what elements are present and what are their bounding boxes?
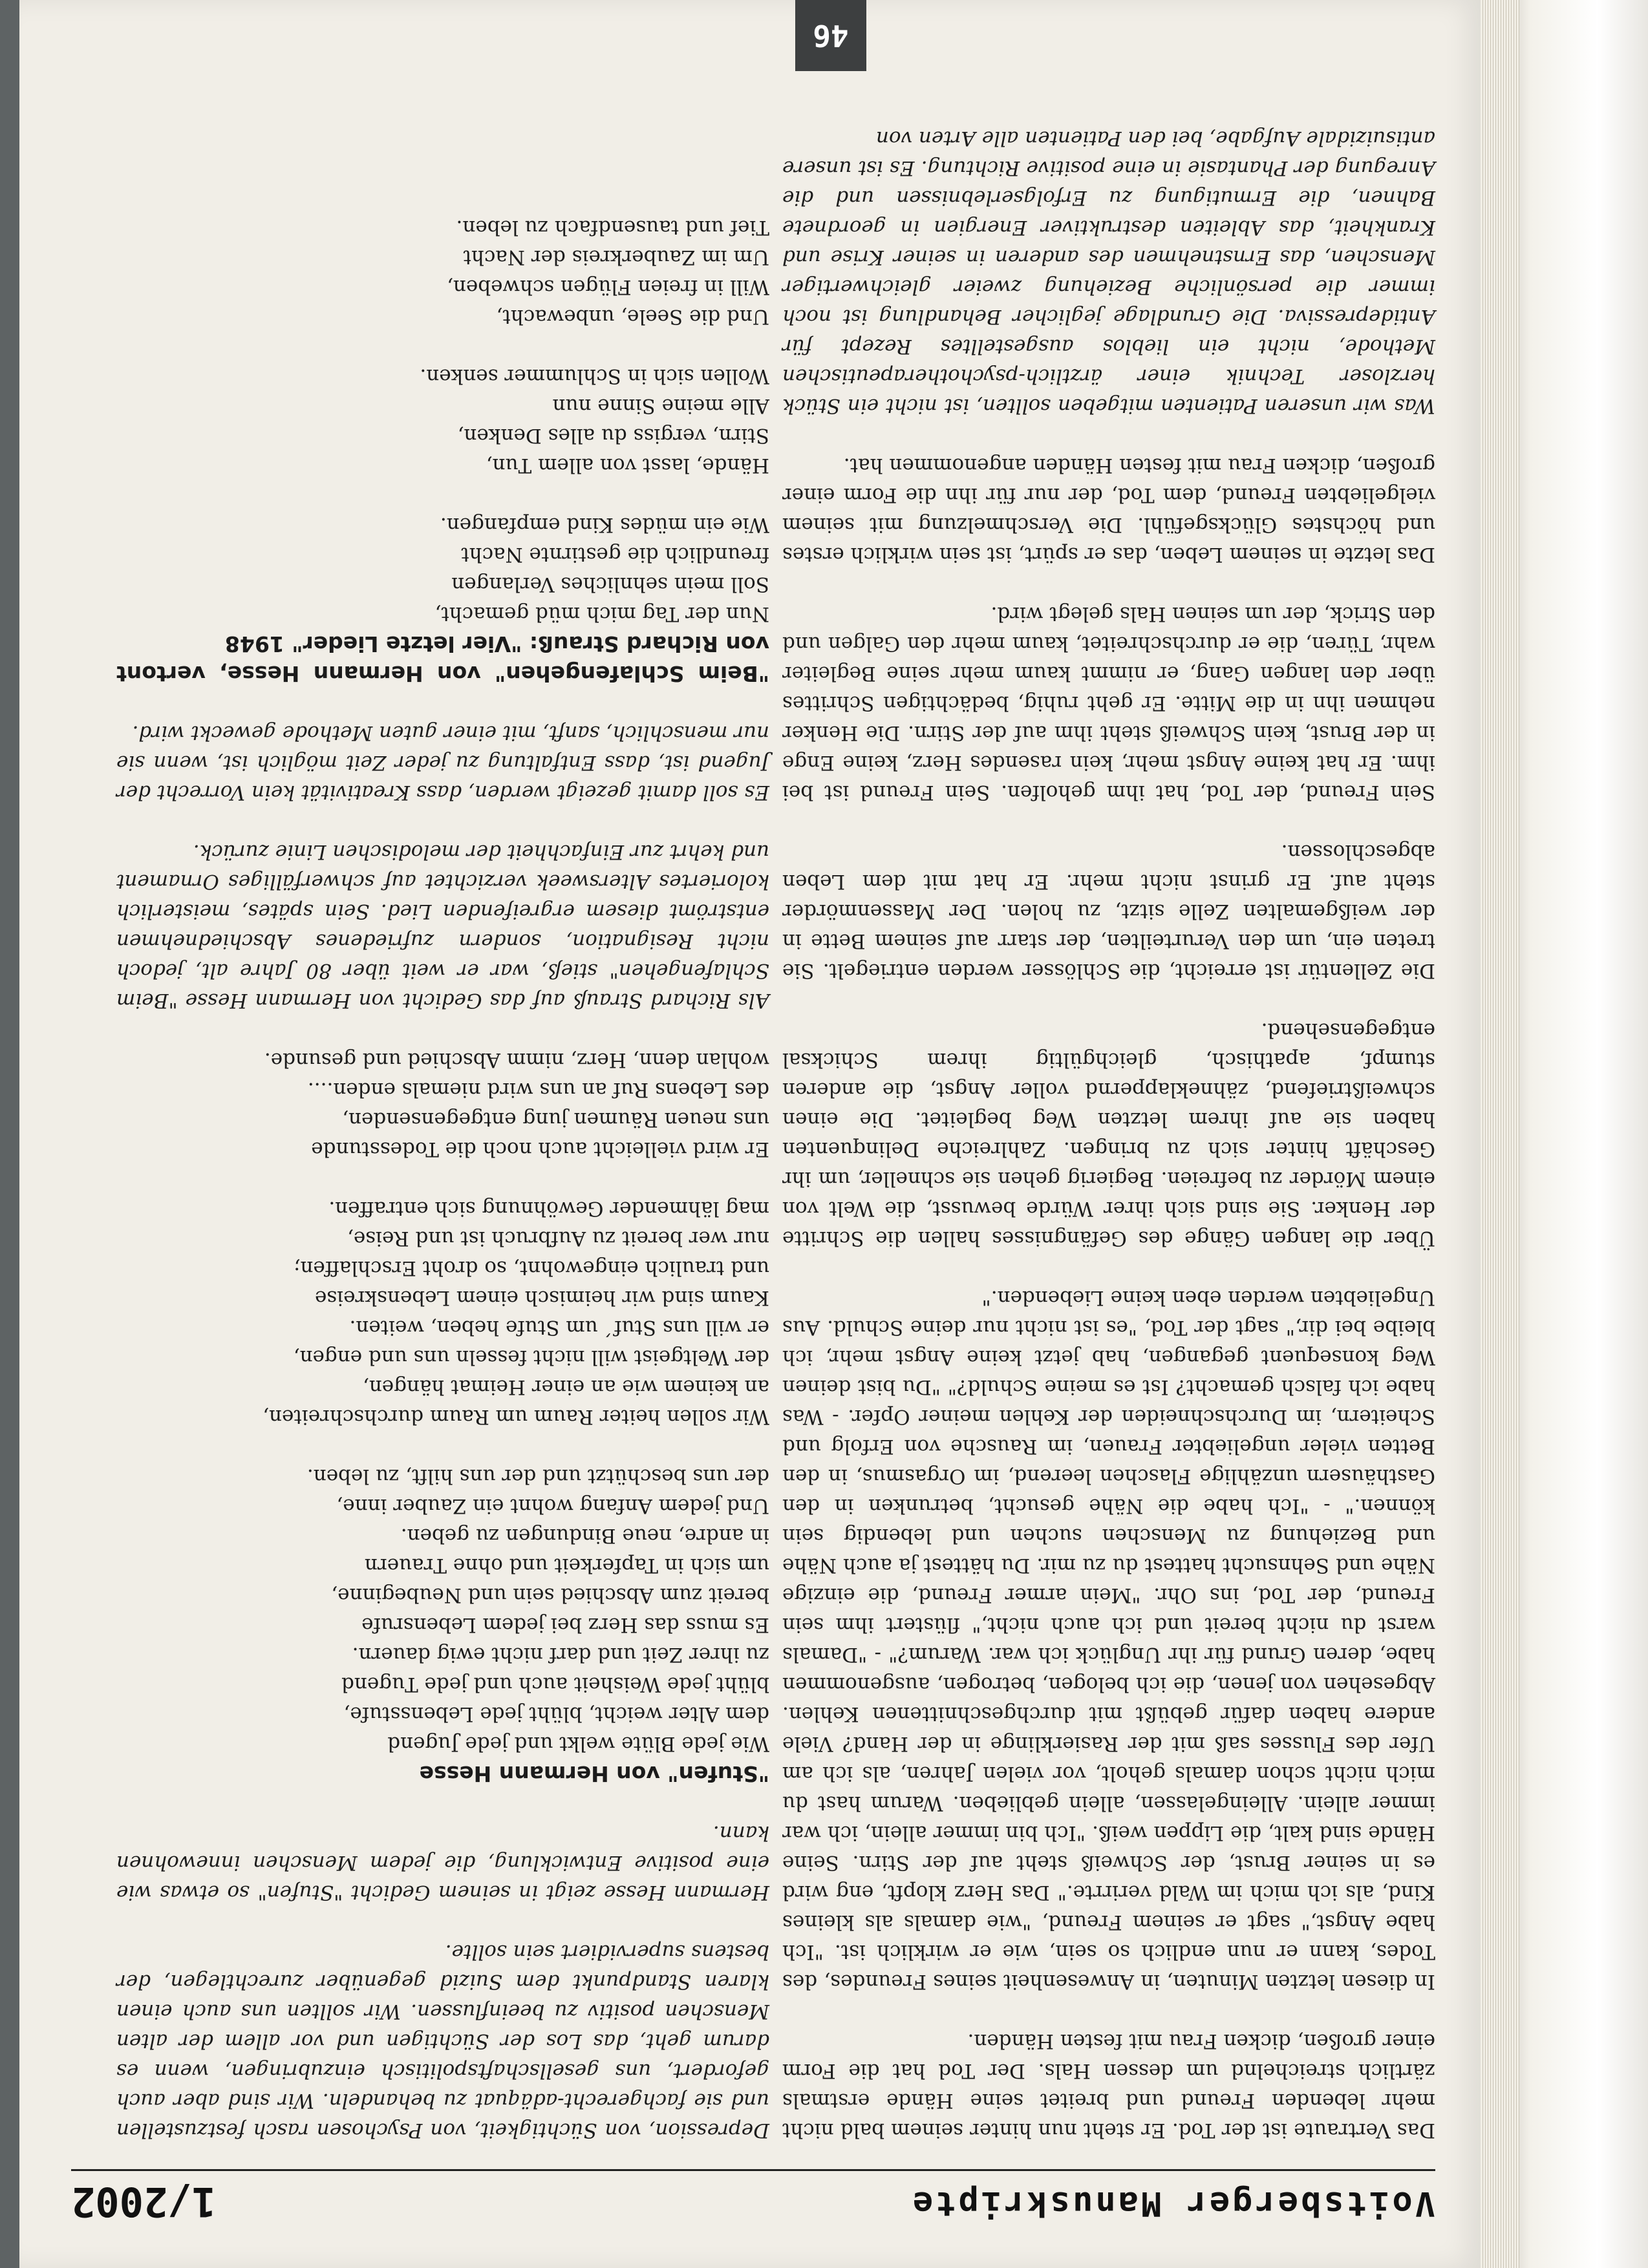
paragraph: Hermann Hesse zeigt in seinem Gedicht "Stufen" so etwas wie eine positive Entwicklung, die jedem Menschen innewohnen kann. — [116, 1821, 769, 1904]
paragraph: Was wir unseren Patienten mitgeben sollten, ist nicht ein Stück herzloser Technik einer ärztlich-psychotherapeutischen Methode, nicht ein lieblos ausgestelltes Rezept für Antidepressiva. Die Grundlage jeglicher Behandlung ist noch immer die persönliche Beziehung zweier gleichwertiger Menschen, das Ernstnehmen des anderen in seiner Krise und Krankheit, das Ableiten destruktiver Energien in geordnete Bahnen, die Ermutigung zu Erfolgserlebnissen und die Anregung der Phantasie in eine positive Richtung. Es ist unsere antisuizidale Aufgabe, bei den Patienten alle Arten von — [782, 127, 1435, 418]
poem-stanza: Wie jede Blüte welkt und jede Jugend dem Alter weicht, blüht jede Lebensstufe, blüht jede Weisheit auch und jede Tugend zu ihrer Zeit und darf nicht ewig dauern. Es muss das Herz bei jedem Lebensrufe bereit zum Abschied sein und Neubeginne, um sich in Tapferkeit und ohne Trauern in andre, neue Bindungen zu geben. Und jedem Anfang wohnt ein Zauber inne, der uns beschützt und der uns hilft, zu leben. — [306, 1465, 769, 1755]
page-edges — [1481, 0, 1519, 2268]
page-header — [71, 2169, 1435, 2229]
upside-down-content — [19, 0, 1487, 2268]
poem-stanza: Er wird vielleicht auch noch die Todesstunde uns neuen Räumen jung entgegensenden, des Lebens Ruf an uns wird niemals enden.... wohlan denn, Herz, nimm Abschied und gesunde. — [264, 1048, 769, 1161]
left-column — [782, 94, 1435, 2145]
right-column — [116, 183, 769, 2145]
paragraph: Die Zellentür ist erreicht, die Schlösser werden entriegelt. Sie treten ein, um den Verurteilten, der starr auf seinem Bette in der weißgemalten Zelle sitzt, zu holen. Der Massenmörder steht auf. Er grinst nicht mehr. Er hat mit dem Leben abgeschlossen. — [782, 840, 1435, 982]
paragraph: Das Vertraute ist der Tod. Er steht nun hinter seinem bald nicht mehr lebenden Freund und breitet seine Hände erstmals zärtlich streichelnd um dessen Hals. Der Tod hat die Form einer großen, dicken Frau mit festen Händen. — [782, 2030, 1435, 2142]
paragraph: Das letzte in seinem Leben, das er spürt, ist sein wirklich erstes und höchstes Glücksgefühl. Die Verschmelzung mit seinem vielgeliebten Freund, dem Tod, der nur für ihn die Form einer großen, dicken Frau mit festen Händen angenommen hat. — [782, 454, 1435, 566]
paragraph: In diesen letzten Minuten, in Anwesenheit seines Freundes, des Todes, kann er nun endlich so sein, wie er wirklich ist. "Ich habe Angst," sagt er seinem Freund, "wie damals als kleines Kind, als ich mich im Wald verirrte." Das Herz klopft, eng wird es in seiner Brust, der Schweiß steht auf der Stirn. Seine Hände sind kalt, die Lippen weiß. "Ich bin immer allein, ich war immer allein. Alleingelassen, allein geblieben. Warum hast du mich nicht schon damals geholt, vor vielen Jahren, als ich am Ufer des Flusses saß mit der Rasierklinge in der Hand? Viele andere haben dafür gebüßt mit durchgeschnittenen Kehlen. Abgesehen von jenen, die ich belogen, betrogen, ausgenommen habe, deren Grund für ihr Unglück ich war. Warum?" - "Damals warst du nicht bereit und ich auch nicht," flüstert ihm sein Freund, der Tod, ins Ohr. "Mein armer Freund, die einzige Nähe und Sehnsucht hattest du zu mir. Du hättest ja auch Nähe und Beziehung zu Menschen suchen und lebendig sein können." - "Ich habe die Nähe gesucht, betrunken in den Gasthäusern unzählige Flaschen leerend, im Orgasmus, in den Betten vieler ungeliebter Frauen, im Rausche von Erfolg und Scheitern, im Durchschneiden der Kehlen meiner Opfer. - Was habe ich falsch gemacht? Ist es meine Schuld?" "Du bist deinen Weg konsequent gegangen, hab jetzt keine Angst mehr, ich bleibe bei dir," sagt der Tod, "es ist nicht nur deine Schuld. Aus Ungeliebten werden eben keine Liebenden." — [782, 1286, 1435, 1993]
paragraph: Sein Freund, der Tod, hat ihm geholfen. Sein Freund ist bei ihm. Er hat keine Angst mehr, kein rasendes Herz, keine Enge in der Brust, kein Schweiß steht ihm auf der Stirn. Die Henker nehmen ihn in die Mitte. Er geht ruhig, bedächtigen Schrittes über den langen Gang, er nimmt kaum mehr seine Begleiter wahr, Türen, die er durchschreitet, kaum mehr den Galgen und den Strick, der um seinen Hals gelegt wird. — [782, 602, 1435, 804]
poem-stanza: Wir sollen heiter Raum um Raum durchschreiten, an keinem wie an einer Heimat hängen, der Weltgeist will nicht fesseln uns und engen, er will uns Stuf´ um Stufe heben, weiten. Kaum sind wir heimisch einem Lebenskreise und traulich eingewohnt, so droht Erschlaffen; nur wer bereit zu Aufbruch ist und Reise, mag lähmender Gewöhnung sich entraffen. — [262, 1197, 769, 1428]
section-heading: "Stufen" von Hermann Hesse — [419, 1761, 769, 1786]
page-number: 46 — [795, 0, 866, 71]
poem-stanza: Und die Seele, unbewacht, Will in freien Flügen schweben, Um im Zauberkreis der Nacht Tief und tausendfach zu leben. — [447, 216, 769, 328]
paragraph: Es soll damit gezeigt werden, dass Kreativität kein Vorrecht der Jugend ist, dass Entfaltung zu jeder Zeit möglich ist, wenn sie nur menschlich, sanft, mit einer guten Methode geweckt wird. — [116, 721, 769, 804]
paragraph: Als Richard Strauß auf das Gedicht von Hermann Hesse "Beim Schlafengehen" stieß, war er weit über 80 Jahre alt, jedoch nicht Resignation, sondern zufriedenes Abschiednehmen entströmt diesem ergreifenden Lied. Sein spätes, meisterlich koloriertes Altersweek verzichtet auf schwerfälliges Ornament und kehrt zur Einfachheit der melodischen Linie zurück. — [116, 840, 769, 1012]
poem-stanza: Hände, lasst von allem Tun, Stirn, vergiss du alles Denken, Alle meine Sinne nun Wollen sich in Schlummer senken. — [420, 365, 769, 477]
paragraph: Über die langen Gänge des Gefängnisses hallen die Schritte der Henker. Sie sind sich ihrer Würde bewusst, die Welt von einem Mörder zu befreien. Begierig gehen sie schneller, um ihr Geschäft hinter sich zu bringen. Zahlreiche Delinquenten haben sie auf ihrem letzten Weg begleitet. Die einen schweißtriefend, zähneklappernd voller Angst, die anderen stumpf, apathisch, gleichgültig ihrem Schicksal entgegensehend. — [782, 1019, 1435, 1250]
magazine-page — [19, 0, 1487, 2268]
magazine-title: Voitsberger Manuskripte — [910, 2184, 1435, 2223]
issue-number: 1/2002 — [71, 2178, 216, 2225]
poem-stanza: Nun der Tag mich müd gemacht, Soll mein sehnliches Verlangen freundlich die gestirnte Nacht Wie ein müdes Kind empfangen. — [434, 513, 769, 626]
paragraph: Depression, von Süchtigkeit, von Psychosen rasch festzustellen und sie fachgerecht-adäquat zu behandeln. Wir sind aber auch gefordert, uns gesellschaftspolitisch einzubringen, wenn es darum geht, das Los der Süchtigen und vor allem der alten Menschen positiv zu beeinflussen. Wir sollten uns auch einen klaren Standpunkt dem Suizid gegenüber zurechtlegen, der bestens supervidiert sein sollte. — [116, 1940, 769, 2142]
section-heading: "Beim Schlafengehen" von Hermann Hesse, vertont von Richard Strauß: "Vier letzte Lieder" 1948 — [116, 631, 769, 686]
